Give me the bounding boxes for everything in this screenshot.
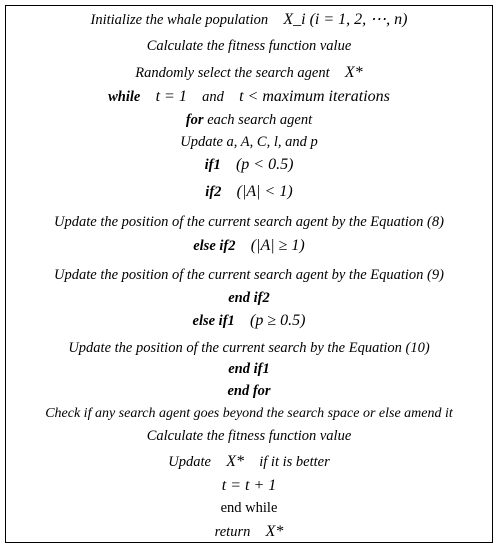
joiner-and: and	[202, 89, 224, 105]
line-math: t = t + 1	[221, 477, 277, 494]
line-math: (|A| ≥ 1)	[250, 237, 305, 254]
line-text: Update the position of the current search agent by the Equation (8)	[54, 214, 444, 230]
line-text: Calculate the fitness function value	[146, 38, 352, 54]
line-end-if2	[5, 288, 493, 308]
line-if1	[5, 155, 493, 175]
line-text: Initialize the whale population	[90, 12, 269, 28]
keyword-end-if2: end if2	[228, 290, 270, 306]
line-else-if1	[5, 311, 493, 331]
line-select-agent	[5, 63, 493, 83]
line-while	[5, 87, 493, 107]
line-end-while	[5, 498, 493, 518]
line-return	[5, 522, 493, 542]
line-check-bounds	[5, 404, 493, 424]
line-math: (|A| < 1)	[236, 183, 293, 200]
line-update-params	[5, 132, 493, 152]
line-math: (p < 0.5)	[235, 156, 294, 173]
line-math-2: t < maximum iterations	[239, 88, 390, 105]
line-text: Randomly select the search agent	[135, 65, 330, 81]
keyword-else-if2: else if2	[193, 238, 236, 254]
line-update-eq9	[5, 265, 493, 285]
keyword-end-if1: end if1	[228, 361, 270, 377]
keyword-for: for	[185, 112, 204, 128]
keyword-if2: if2	[205, 184, 222, 200]
line-for	[5, 110, 493, 130]
line-text: each search agent	[207, 112, 313, 128]
line-calc-fitness	[5, 36, 493, 56]
line-end-for	[5, 381, 493, 401]
line-math: t = 1	[155, 88, 187, 105]
keyword-while: while	[108, 89, 141, 105]
line-text: Update the position of the current search by the Equation (10)	[68, 340, 430, 356]
line-text: Calculate the fitness function value	[146, 428, 352, 444]
line-increment	[5, 476, 493, 496]
line-text-2: if it is better	[259, 454, 330, 470]
line-update-eq8	[5, 212, 493, 232]
line-math: X_i (i = 1, 2, ⋯, n)	[283, 11, 408, 28]
line-text: end while	[220, 500, 278, 516]
line-update-eq10	[5, 338, 493, 358]
keyword-else-if1: else if1	[192, 313, 235, 329]
line-else-if2	[5, 236, 493, 256]
line-initialize	[5, 10, 493, 30]
line-text: Update a, A, C, l, and p	[180, 134, 318, 150]
line-text: Check if any search agent goes beyond the search space or else amend it	[45, 406, 453, 421]
line-math: X*	[226, 453, 244, 470]
line-text: Update	[168, 454, 211, 470]
line-math: (p ≥ 0.5)	[250, 312, 306, 329]
keyword-end-for: end for	[227, 383, 271, 399]
line-update-best	[5, 452, 493, 472]
line-calc-fitness-2	[5, 426, 493, 446]
line-math: X*	[344, 64, 363, 81]
line-text: Update the position of the current search agent by the Equation (9)	[54, 267, 444, 283]
line-end-if1	[5, 359, 493, 379]
line-math: X*	[265, 523, 284, 540]
line-if2	[5, 182, 493, 202]
line-text: return	[214, 524, 251, 540]
keyword-if1: if1	[204, 157, 221, 173]
